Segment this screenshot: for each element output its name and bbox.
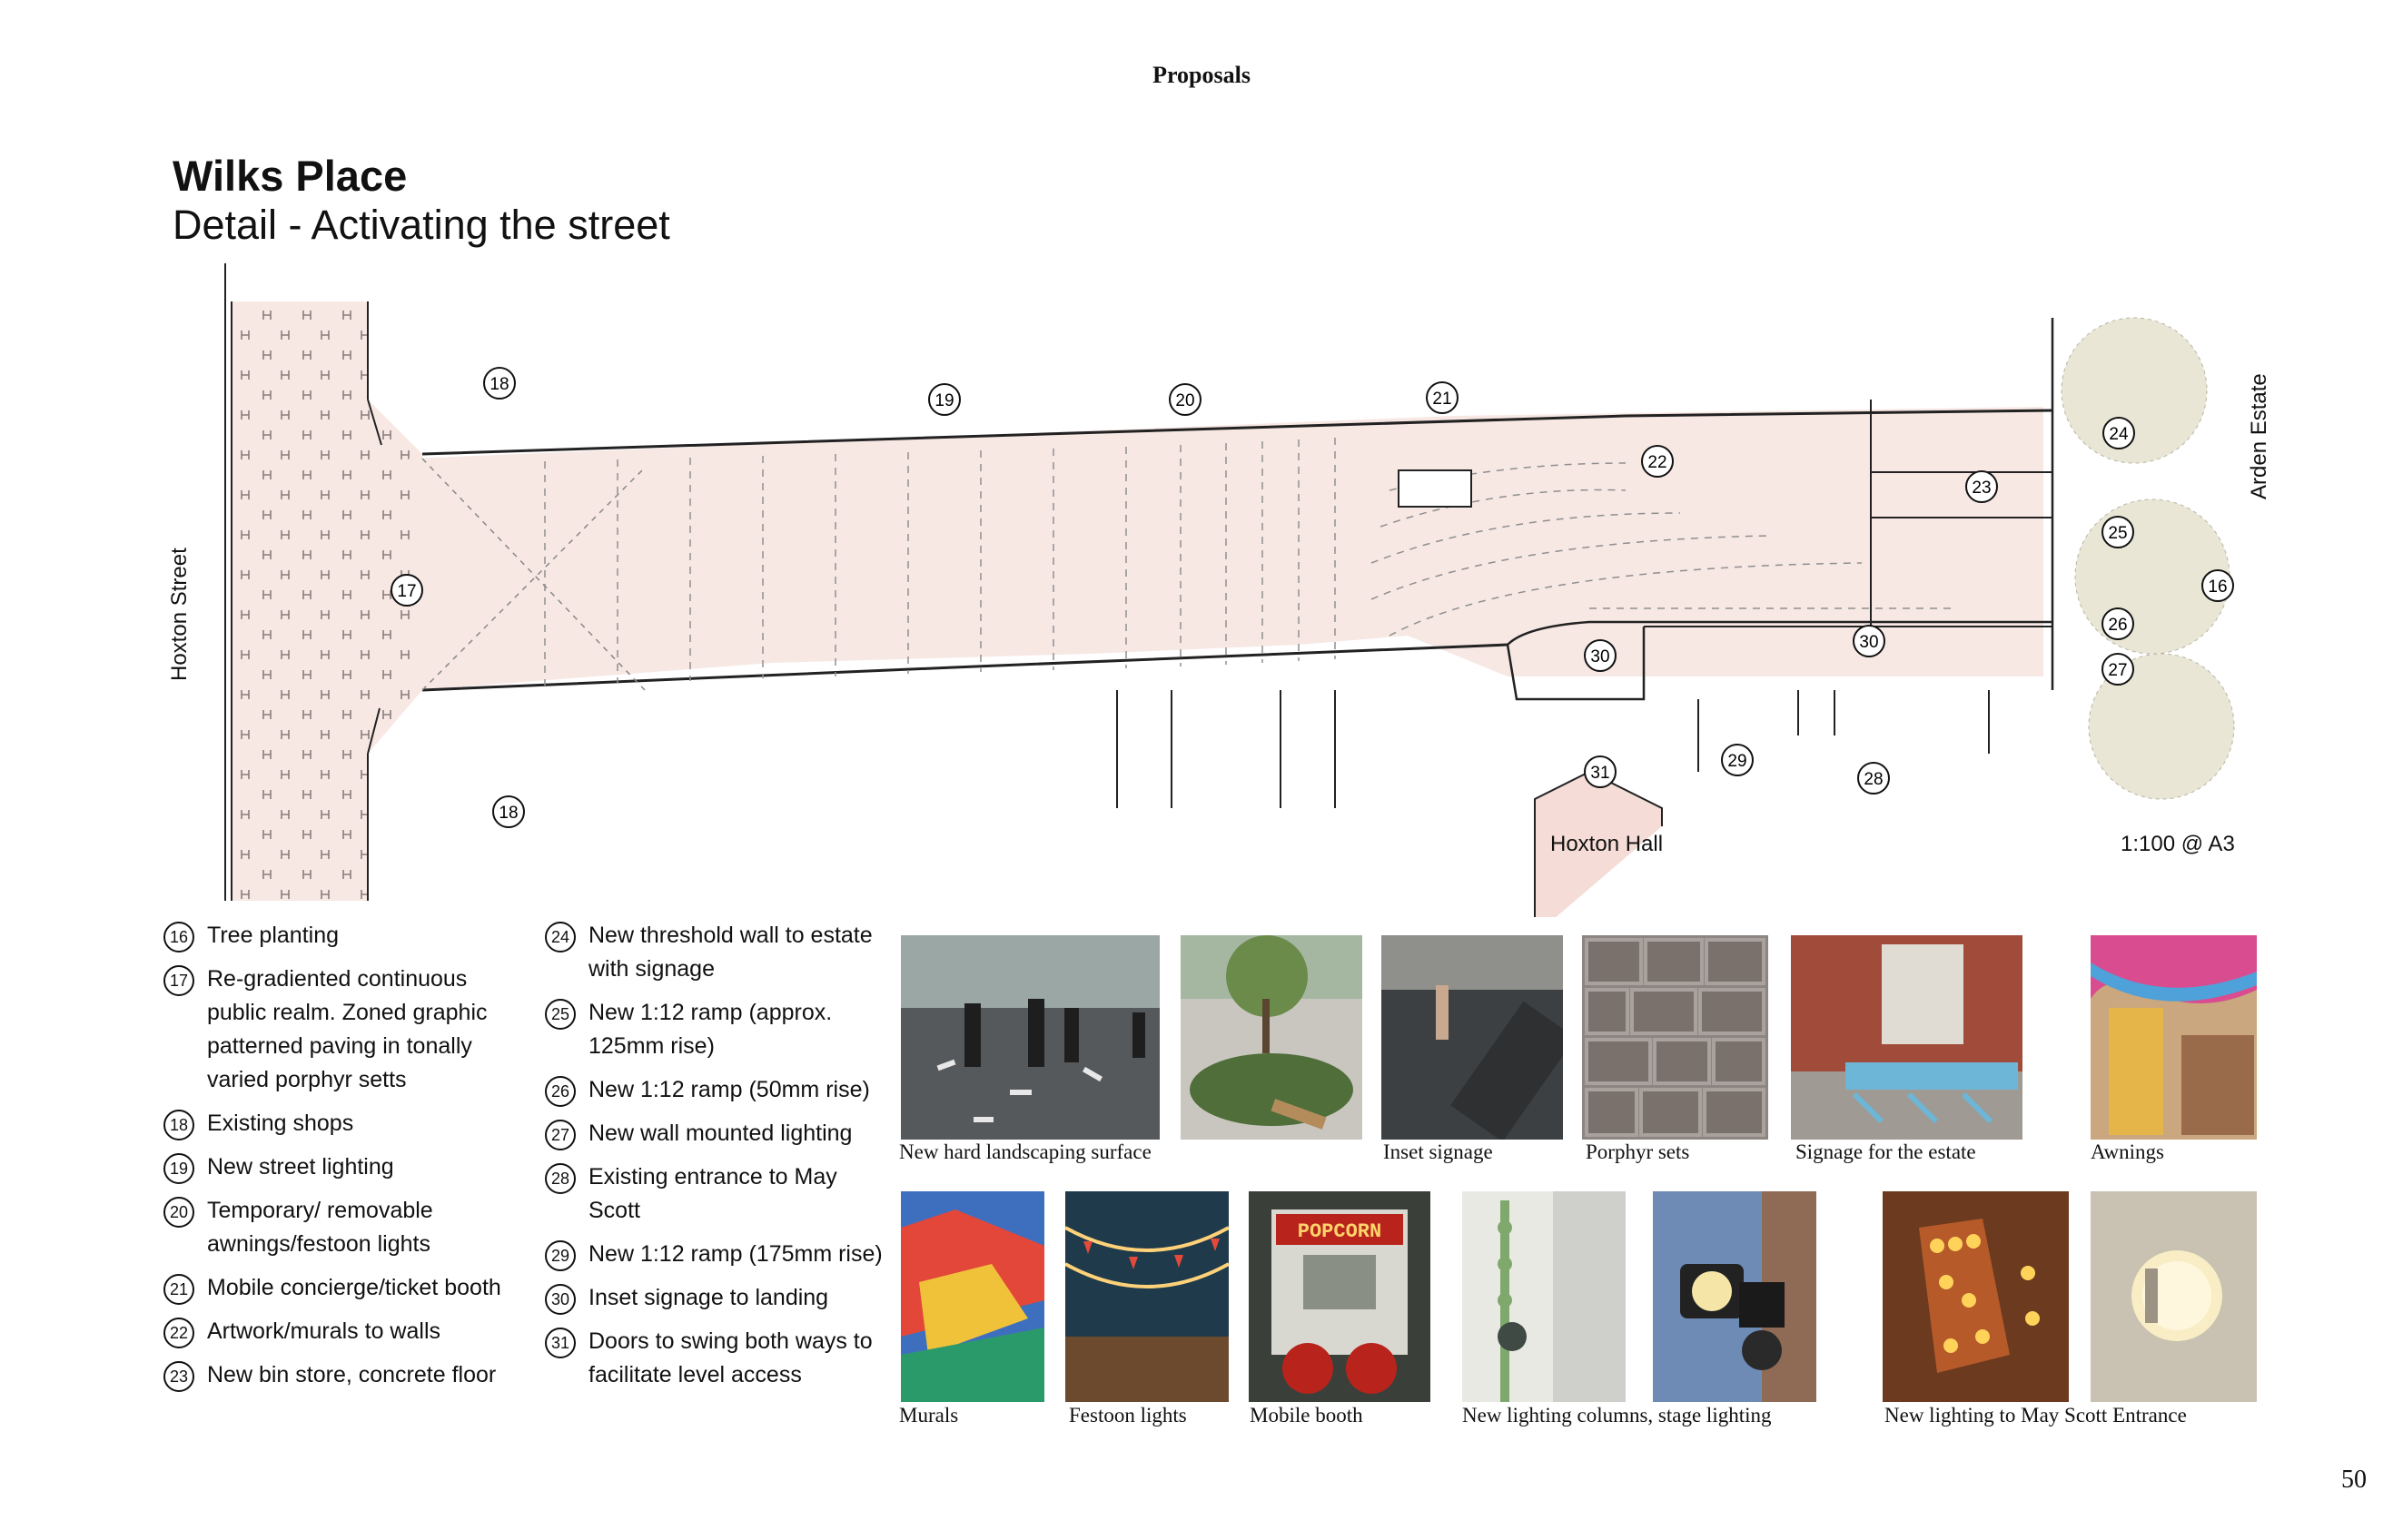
marker-18 xyxy=(484,368,515,399)
key-text: New 1:12 ramp (50mm rise) xyxy=(588,1077,870,1102)
tree-canopies xyxy=(2062,318,2234,799)
svg-text:20: 20 xyxy=(1175,391,1195,410)
marker-26 xyxy=(2102,608,2133,639)
photo-people-on-paving xyxy=(901,935,1160,1140)
marker-20 xyxy=(1170,384,1201,415)
marker-23 xyxy=(1966,471,1997,502)
list-item xyxy=(545,1281,890,1315)
photo-murals xyxy=(901,1191,1044,1402)
list-item xyxy=(545,1325,890,1392)
caption: Murals xyxy=(899,1404,959,1426)
photo-estate-signage xyxy=(1791,935,2022,1140)
key-number: 18 xyxy=(163,1110,194,1140)
key-number: 24 xyxy=(545,922,576,953)
key-number: 25 xyxy=(545,999,576,1030)
plan-label-hoxton-street: Hoxton Street xyxy=(167,548,192,681)
key-text: Doors to swing both ways to facilitate level access xyxy=(588,1328,873,1387)
marker-25 xyxy=(2102,517,2133,548)
key-text: New wall mounted lighting xyxy=(588,1120,853,1146)
photo-inset-signage xyxy=(1381,935,1563,1140)
caption: New lighting columns, stage lighting xyxy=(1462,1404,1772,1426)
festoon-lights-photo xyxy=(1065,1191,1229,1402)
photo-wall-lamp xyxy=(2091,1191,2257,1402)
svg-text:30: 30 xyxy=(1859,633,1879,652)
wall-lamp-photo xyxy=(2091,1191,2257,1402)
popcorn-booth-photo xyxy=(1249,1191,1430,1402)
key-number: 20 xyxy=(163,1197,194,1228)
stage-lights-photo xyxy=(1653,1191,1816,1402)
marker-28 xyxy=(1858,763,1889,794)
list-item xyxy=(163,1315,527,1348)
key-number: 26 xyxy=(545,1076,576,1107)
list-item xyxy=(163,962,527,1097)
key-number: 22 xyxy=(163,1318,194,1348)
key-text: Mobile concierge/ticket booth xyxy=(207,1275,501,1300)
svg-text:17: 17 xyxy=(397,582,417,601)
key-text: Existing shops xyxy=(207,1111,354,1136)
key-text: Temporary/ removable awnings/festoon lights xyxy=(207,1198,433,1257)
marquee-letter-photo xyxy=(1883,1191,2069,1402)
marker-24 xyxy=(2103,418,2134,449)
key-number: 28 xyxy=(545,1163,576,1194)
page-number: 50 xyxy=(2341,1466,2367,1494)
marker-19 xyxy=(929,384,960,415)
key-text: Existing entrance to May Scott xyxy=(588,1164,837,1223)
page-subtitle: Detail - Activating the street xyxy=(173,202,670,248)
caption: Mobile booth xyxy=(1250,1404,1363,1426)
key-text: New 1:12 ramp (175mm rise) xyxy=(588,1241,883,1267)
photo-porphyr-setts xyxy=(1582,935,1768,1140)
key-number: 31 xyxy=(545,1328,576,1358)
marker-31 xyxy=(1585,756,1616,787)
key-right xyxy=(545,919,890,1402)
marker-30 xyxy=(1854,626,1884,656)
photo-planter-bench xyxy=(1181,935,1362,1140)
plan-label-arden-estate: Arden Estate xyxy=(2247,373,2271,499)
plan-label-scale: 1:100 @ A3 xyxy=(2121,832,2235,856)
svg-text:27: 27 xyxy=(2108,661,2128,680)
caption: Inset signage xyxy=(1383,1140,1493,1163)
popcorn-sign: POPCORN xyxy=(1297,1220,1382,1243)
svg-text:30: 30 xyxy=(1590,647,1610,666)
key-text: New threshold wall to estate with signage xyxy=(588,923,873,982)
setts-photo xyxy=(1582,935,1768,1140)
svg-text:28: 28 xyxy=(1864,770,1884,789)
inset-signage-photo xyxy=(1381,935,1563,1140)
key-text: Re-gradiented continuous public realm. Zoned graphic patterned paving in tonally varied porphyr setts xyxy=(207,966,488,1092)
svg-text:19: 19 xyxy=(934,391,954,410)
key-text: Artwork/murals to walls xyxy=(207,1318,440,1344)
svg-text:25: 25 xyxy=(2108,524,2128,543)
caption: New lighting to May Scott Entrance xyxy=(1884,1404,2187,1426)
svg-text:29: 29 xyxy=(1727,752,1747,771)
key-number: 23 xyxy=(163,1361,194,1392)
marker-17 xyxy=(391,575,422,606)
key-text: New bin store, concrete floor xyxy=(207,1362,497,1387)
caption: Signage for the estate xyxy=(1795,1140,1976,1163)
key-number: 17 xyxy=(163,965,194,996)
svg-text:18: 18 xyxy=(490,375,509,394)
caption: Festoon lights xyxy=(1069,1404,1187,1426)
list-item xyxy=(545,1117,890,1150)
key-number: 16 xyxy=(163,922,194,953)
key-left xyxy=(163,919,527,1402)
key-number: 21 xyxy=(163,1274,194,1305)
marker-22 xyxy=(1642,446,1673,477)
key-number: 27 xyxy=(545,1120,576,1150)
svg-text:16: 16 xyxy=(2208,578,2228,597)
key-text: Tree planting xyxy=(207,923,339,948)
key-number: 19 xyxy=(163,1153,194,1184)
key-number: 30 xyxy=(545,1284,576,1315)
photo-festoon-lights xyxy=(1065,1191,1229,1402)
key-number: 29 xyxy=(545,1240,576,1271)
svg-text:23: 23 xyxy=(1972,479,1992,498)
page-title: Wilks Place xyxy=(173,152,408,200)
caption: Awnings xyxy=(2091,1140,2164,1163)
list-item xyxy=(163,1194,527,1261)
caption: New hard landscaping surface xyxy=(899,1140,1152,1163)
marker-27 xyxy=(2102,654,2133,685)
photo-awnings xyxy=(2091,935,2257,1140)
list-item xyxy=(545,1160,890,1228)
people-on-paving-photo xyxy=(901,935,1160,1140)
photo-marquee-letter xyxy=(1883,1191,2069,1402)
list-item xyxy=(163,1358,527,1392)
marker-18 xyxy=(493,796,524,827)
lighting-column-photo xyxy=(1462,1191,1626,1402)
key-text: Inset signage to landing xyxy=(588,1285,829,1310)
site-plan-drawing xyxy=(136,263,2298,917)
estate-signage-photo xyxy=(1791,935,2022,1140)
marker-29 xyxy=(1722,745,1753,775)
wilks-place-paving xyxy=(409,318,2052,917)
svg-text:31: 31 xyxy=(1590,764,1610,783)
plan-label-hoxton-hall: Hoxton Hall xyxy=(1550,832,1664,856)
caption: Porphyr sets xyxy=(1586,1140,1690,1163)
list-item xyxy=(163,1150,527,1184)
list-item xyxy=(163,1271,527,1305)
photo-lighting-column xyxy=(1462,1191,1626,1402)
list-item xyxy=(545,1238,890,1271)
awnings-photo xyxy=(2091,935,2257,1140)
list-item xyxy=(545,1073,890,1107)
mural-photo xyxy=(901,1191,1044,1402)
photo-stage-lights xyxy=(1653,1191,1816,1402)
marker-30 xyxy=(1585,640,1616,671)
list-item xyxy=(545,919,890,986)
list-item xyxy=(545,996,890,1063)
marker-16 xyxy=(2202,570,2233,601)
planter-bench-photo xyxy=(1181,935,1362,1140)
list-item xyxy=(163,1107,527,1140)
svg-text:18: 18 xyxy=(499,804,519,823)
section-header: Proposals xyxy=(1152,62,1251,88)
svg-text:26: 26 xyxy=(2108,616,2128,635)
svg-text:22: 22 xyxy=(1647,453,1667,472)
marker-21 xyxy=(1427,382,1458,413)
photo-mobile-booth xyxy=(1249,1191,1430,1402)
key-text: New street lighting xyxy=(207,1154,394,1180)
list-item xyxy=(163,919,527,953)
svg-text:21: 21 xyxy=(1432,390,1452,409)
key-text: New 1:12 ramp (approx. 125mm rise) xyxy=(588,1000,833,1059)
svg-text:24: 24 xyxy=(2109,425,2129,444)
